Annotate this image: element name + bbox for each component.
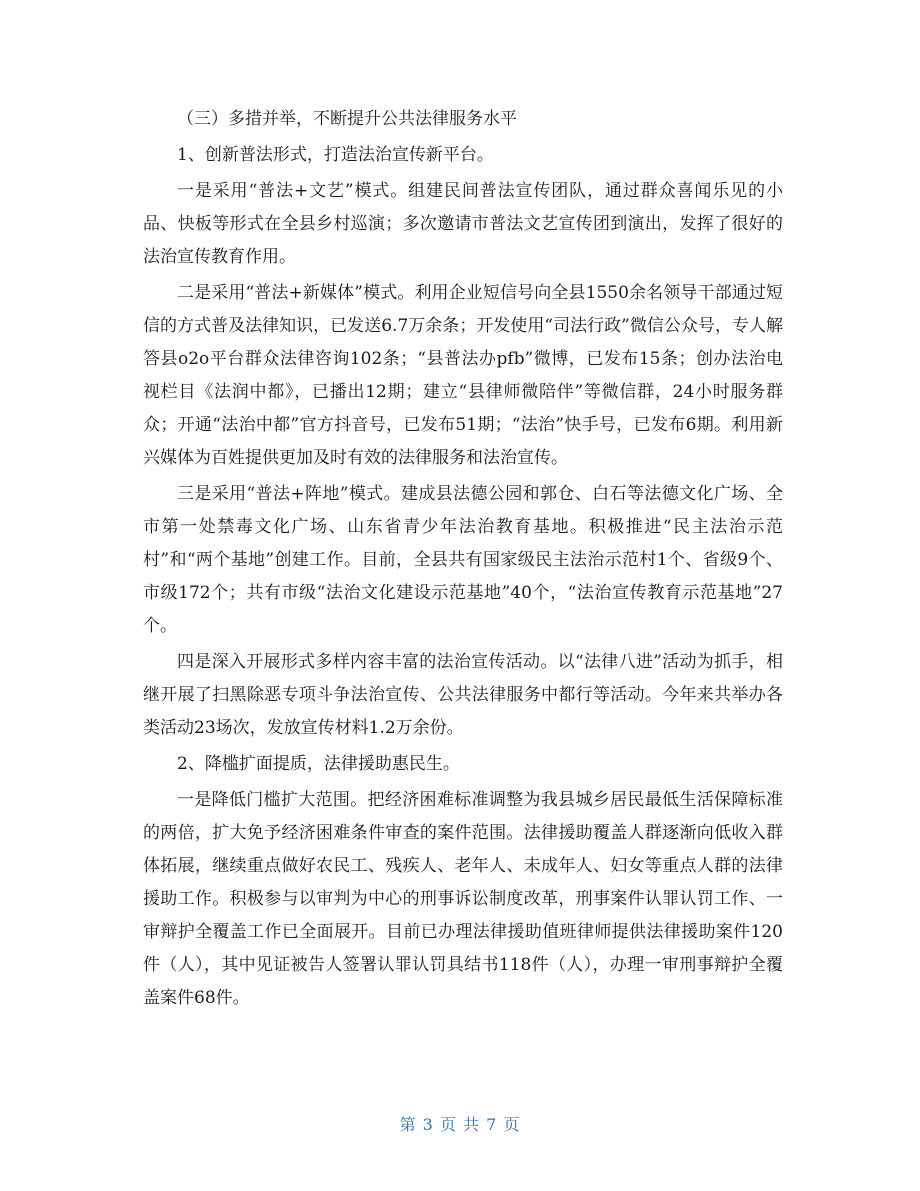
subsection-heading-2: 2、降槛扩面提质，法律援助惠民生。	[177, 754, 460, 774]
subsection-heading-1: 1、创新普法形式，打造法治宣传新平台。	[177, 145, 494, 165]
paragraph-position-model: 三是采用“普法+阵地”模式。建成县法德公园和郭仓、白石等法德文化广场、全市第一处禁毒文化广场、山东省青少年法治教育基地。积极推进“民主法治示范村”和“两个基地”创建工作。目前，全县共有国家级民主法治示范村1个、省级9个、市级172个；共有市级“法治文化建设示范基地”40个，“法治宣传教育示范基地”27个。	[143, 484, 783, 636]
page-number-footer: 第 3 页 共 7 页	[399, 1115, 521, 1134]
paragraph-new-media-model: 二是采用“普法+新媒体”模式。利用企业短信号向全县1550余名领导干部通过短信的方式普及法律知识，已发送6.7万余条；开发使用“司法行政”微信公众号，专人解答县o2o平台群众法律咨询102条；“县普法办pfb”微博，已发布15条；创办法治电视栏目《法润中都》，已播出12期；建立“县律师微陪伴”等微信群，24小时服务群众；开通“法治中都”官方抖音号，已发布51期；“法治”快手号，已发布6期。利用新兴媒体为百姓提供更加及时有效的法律服务和法治宣传。	[143, 283, 783, 468]
paragraph-legal-aid: 一是降低门槛扩大范围。把经济困难标准调整为我县城乡居民最低生活保障标准的两倍，扩大免予经济困难条件审查的案件范围。法律援助覆盖人群逐渐向低收入群体拓展，继续重点做好农民工、残疾人、老年人、未成年人、妇女等重点人群的法律援助工作。积极参与以审判为中心的刑事诉讼制度改革，刑事案件认罪认罚工作、一审辩护全覆盖工作已全面展开。目前已办理法律援助值班律师提供法律援助案件120件（人），其中见证被告人签署认罪认罚具结书118件（人），办理一审刑事辩护全覆盖案件68件。	[143, 790, 783, 1008]
section-heading: （三）多措并举，不断提升公共法律服务水平	[177, 109, 517, 129]
paragraph-activities: 四是深入开展形式多样内容丰富的法治宣传活动。以“法律八进”活动为抓手，相继开展了扫黑除恶专项斗争法治宣传、公共法律服务中都行等活动。今年来共举办各类活动23场次，发放宣传材料1.2万余份。	[143, 652, 783, 738]
document-body	[143, 103, 783, 1018]
paragraph-art-model: 一是采用“普法+文艺”模式。组建民间普法宣传团队，通过群众喜闻乐见的小品、快板等形式在全县乡村巡演；多次邀请市普法文艺宣传团到演出，发挥了很好的法治宣传教育作用。	[143, 181, 783, 267]
